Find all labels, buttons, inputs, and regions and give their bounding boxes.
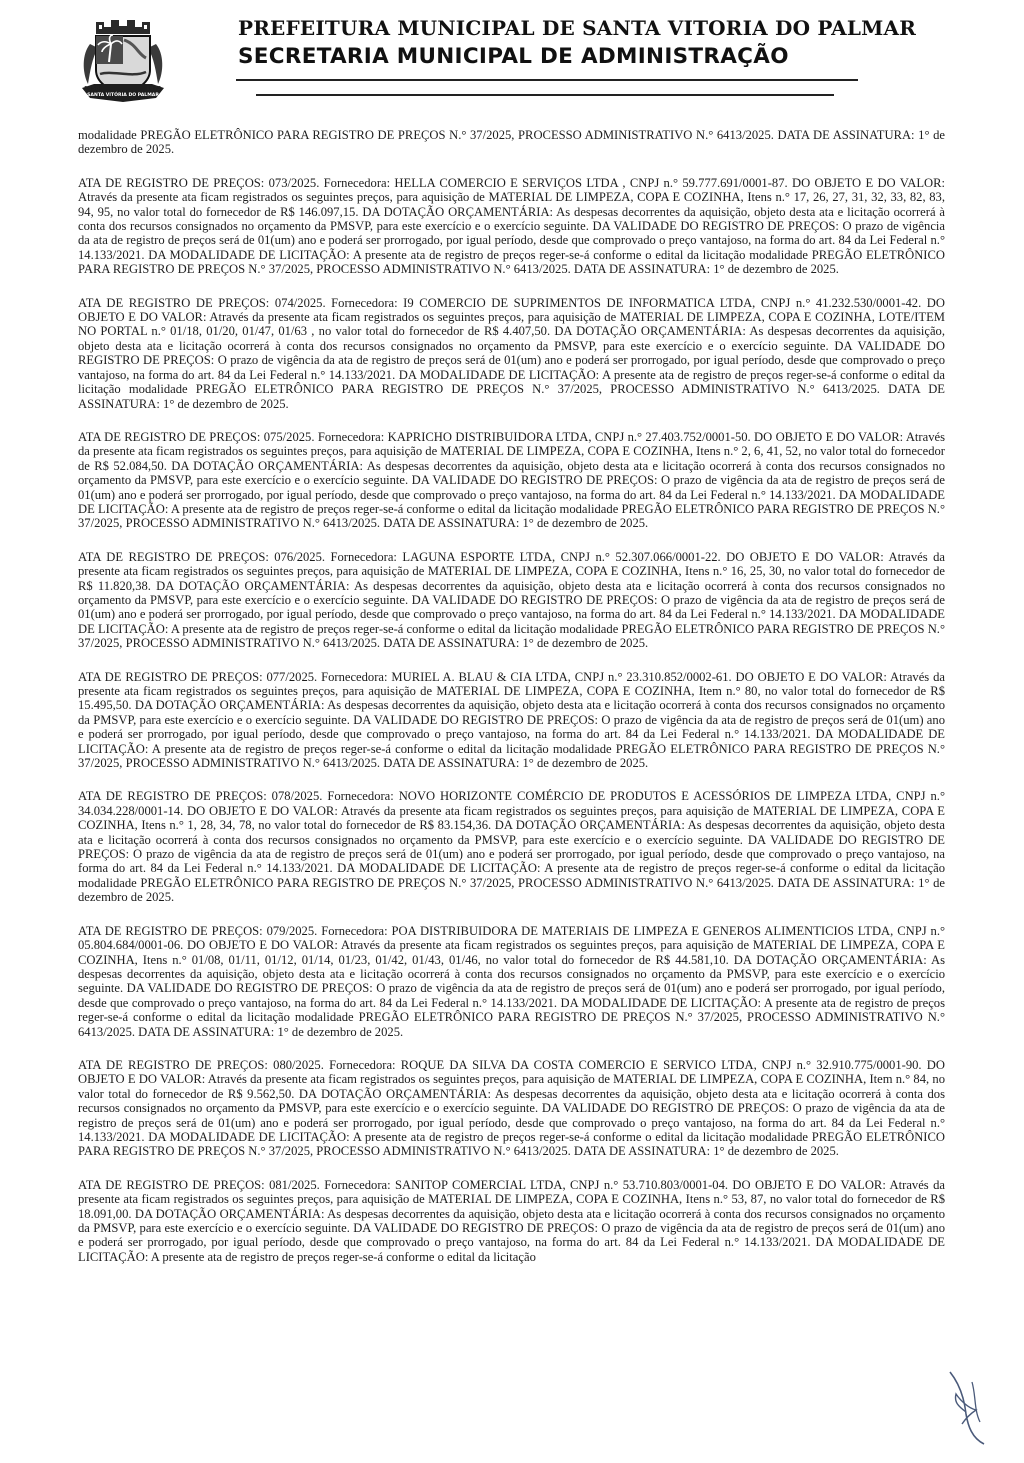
- crest-year-right: 1872: [146, 86, 162, 92]
- initials-signature-icon: [944, 1362, 990, 1448]
- header-rule-top: [236, 79, 858, 81]
- paragraph-ata-080: ATA DE REGISTRO DE PREÇOS: 080/2025. Fornecedora: ROQUE DA SILVA DA COSTA COMERCIO E SERVICO LTDA, CNPJ n.° 32.910.775/0001-90. DO OBJETO E DO VALOR: Através da presente ata ficam registrados os seguintes preços, para aquisição de MATERIAL DE LIMPEZA, COPA E COZINHA, Item n.° 84, no valor total do fornecedor de R$ 9.562,50. DA DOTAÇÃO ORÇAMENTÁRIA: As despesas decorrentes da aquisição, objeto desta ata e licitação ocorrerá à conta dos recursos consignados no orçamento da PMSVP, para este exercício e o exercício seguinte. DA VALIDADE DO REGISTRO DE PREÇOS: O prazo de vigência da ata de registro de preços será de 01(um) ano e poderá ser prorrogado, por igual período, desde que comprovado o preço vantajoso, na forma do art. 84 da Lei Federal n.° 14.133/2021. DA MODALIDADE DE LICITAÇÃO: A presente ata de registro de preços reger-se-á conforme o edital da licitação modalidade PREGÃO ELETRÔNICO PARA REGISTRO DE PREÇOS N.° 37/2025, PROCESSO ADMINISTRATIVO N.° 6413/2025. DATA DE ASSINATURA: 1° de dezembro de 2025.: [78, 1057, 945, 1159]
- paragraph-ata-077: ATA DE REGISTRO DE PREÇOS: 077/2025. Fornecedora: MURIEL A. BLAU & CIA LTDA, CNPJ n.° 23.310.852/0002-61. DO OBJETO E DO VALOR: Através da presente ata ficam registrados os seguintes preços, para aquisição de MATERIAL DE LIMPEZA, COPA E COZINHA, Item n.° 80, no valor total do fornecedor de R$ 15.495,50. DA DOTAÇÃO ORÇAMENTÁRIA: As despesas decorrentes da aquisição, objeto desta ata e licitação ocorrerá à conta dos recursos consignados no orçamento da PMSVP, para este exercício e o exercício seguinte. DA VALIDADE DO REGISTRO DE PREÇOS: O prazo de vigência da ata de registro de preços será de 01(um) ano e poderá ser prorrogado, por igual período, desde que comprovado o preço vantajoso, na forma do art. 84 da Lei Federal n.° 14.133/2021. DA MODALIDADE DE LICITAÇÃO: A presente ata de registro de preços reger-se-á conforme o edital da licitação modalidade PREGÃO ELETRÔNICO PARA REGISTRO DE PREÇOS N.° 37/2025, PROCESSO ADMINISTRATIVO N.° 6413/2025. DATA DE ASSINATURA: 1° de dezembro de 2025.: [78, 669, 945, 771]
- header-subtitle: SECRETARIA MUNICIPAL DE ADMINISTRAÇÃO: [238, 44, 789, 69]
- crest-ribbon-text: SANTA VITÓRIA DO PALMAR: [87, 93, 159, 98]
- paragraph-ata-073: ATA DE REGISTRO DE PREÇOS: 073/2025. Fornecedora: HELLA COMERCIO E SERVIÇOS LTDA , CNPJ n.° 59.777.691/0001-87. DO OBJETO E DO VALOR: Através da presente ata ficam registrados os seguintes preços, para aquisição de MATERIAL DE LIMPEZA, COPA E COZINHA, Itens n.° 17, 26, 27, 31, 32, 33, 82, 83, 94, 95, no valor total do fornecedor de R$ 146.097,15. DA DOTAÇÃO ORÇAMENTÁRIA: As despesas decorrentes da aquisição, objeto desta ata e licitação ocorrerá à conta dos recursos consignados no orçamento da PMSVP, para este exercício e o exercício seguinte. DA VALIDADE DO REGISTRO DE PREÇOS: O prazo de vigência da ata de registro de preços será de 01(um) ano e poderá ser prorrogado, por igual período, desde que comprovado o preço vantajoso, na forma do art. 84 da Lei Federal n.° 14.133/2021. DA MODALIDADE DE LICITAÇÃO: A presente ata de registro de preços reger-se-á conforme o edital da licitação modalidade PREGÃO ELETRÔNICO PARA REGISTRO DE PREÇOS N.° 37/2025, PROCESSO ADMINISTRATIVO N.° 6413/2025. DATA DE ASSINATURA: 1° de dezembro de 2025.: [78, 175, 945, 277]
- paragraph-ata-074: ATA DE REGISTRO DE PREÇOS: 074/2025. Fornecedora: I9 COMERCIO DE SUPRIMENTOS DE INFORMATICA LTDA, CNPJ n.° 41.232.530/0001-42. DO OBJETO E DO VALOR: Através da presente ata ficam registrados os seguintes preços, para aquisição de MATERIAL DE LIMPEZA, COPA E COZINHA, LOTE/ITEM NO PORTAL n.° 01/18, 01/20, 01/47, 01/63 , no valor total do fornecedor de R$ 4.407,50. DA DOTAÇÃO ORÇAMENTÁRIA: As despesas decorrentes da aquisição, objeto desta ata e licitação ocorrerá à conta dos recursos consignados no orçamento da PMSVP, para este exercício e o exercício seguinte. DA VALIDADE DO REGISTRO DE PREÇOS: O prazo de vigência da ata de registro de preços será de 01(um) ano e poderá ser prorrogado, por igual período, desde que comprovado o preço vantajoso, na forma do art. 84 da Lei Federal n.° 14.133/2021. DA MODALIDADE DE LICITAÇÃO: A presente ata de registro de preços reger-se-á conforme o edital da licitação modalidade PREGÃO ELETRÔNICO PARA REGISTRO DE PREÇOS N.° 37/2025, PROCESSO ADMINISTRATIVO N.° 6413/2025. DATA DE ASSINATURA: 1° de dezembro de 2025.: [78, 295, 945, 411]
- header-title: PREFEITURA MUNICIPAL DE SANTA VITORIA DO PALMAR: [238, 16, 917, 40]
- municipal-crest-icon: [80, 14, 166, 106]
- crest-year-left: 1858: [84, 86, 100, 92]
- document-body: [78, 128, 945, 1283]
- paragraph-ata-079: ATA DE REGISTRO DE PREÇOS: 079/2025. Fornecedora: POA DISTRIBUIDORA DE MATERIAIS DE LIMPEZA E GENEROS ALIMENTICIOS LTDA, CNPJ n.° 05.804.684/0001-06. DO OBJETO E DO VALOR: Através da presente ata ficam registrados os seguintes preços, para aquisição de MATERIAL DE LIMPEZA, COPA E COZINHA, Itens n.° 01/08, 01/11, 01/12, 01/14, 01/23, 01/42, 01/43, 01/46, no valor total do fornecedor de R$ 44.581,10. DA DOTAÇÃO ORÇAMENTÁRIA: As despesas decorrentes da aquisição, objeto desta ata e licitação ocorrerá à conta dos recursos consignados no orçamento da PMSVP, para este exercício e o exercício seguinte. DA VALIDADE DO REGISTRO DE PREÇOS: O prazo de vigência da ata de registro de preços será de 01(um) ano e poderá ser prorrogado, por igual período, desde que comprovado o preço vantajoso, na forma do art. 84 da Lei Federal n.° 14.133/2021. DA MODALIDADE DE LICITAÇÃO: A presente ata de registro de preços reger-se-á conforme o edital da licitação modalidade PREGÃO ELETRÔNICO PARA REGISTRO DE PREÇOS N.° 37/2025, PROCESSO ADMINISTRATIVO N.° 6413/2025. DATA DE ASSINATURA: 1° de dezembro de 2025.: [78, 923, 945, 1039]
- paragraph-ata-075: ATA DE REGISTRO DE PREÇOS: 075/2025. Fornecedora: KAPRICHO DISTRIBUIDORA LTDA, CNPJ n.° 27.403.752/0001-50. DO OBJETO E DO VALOR: Através da presente ata ficam registrados os seguintes preços, para aquisição de MATERIAL DE LIMPEZA, COPA E COZINHA, Itens n.° 2, 6, 41, 52, no valor total do fornecedor de R$ 52.084,50. DA DOTAÇÃO ORÇAMENTÁRIA: As despesas decorrentes da aquisição, objeto desta ata e licitação ocorrerá à conta dos recursos consignados no orçamento da PMSVP, para este exercício e o exercício seguinte. DA VALIDADE DO REGISTRO DE PREÇOS: O prazo de vigência da ata de registro de preços será de 01(um) ano e poderá ser prorrogado, por igual período, desde que comprovado o preço vantajoso, na forma do art. 84 da Lei Federal n.° 14.133/2021. DA MODALIDADE DE LICITAÇÃO: A presente ata de registro de preços reger-se-á conforme o edital da licitação modalidade PREGÃO ELETRÔNICO PARA REGISTRO DE PREÇOS N.° 37/2025, PROCESSO ADMINISTRATIVO N.° 6413/2025. DATA DE ASSINATURA: 1° de dezembro de 2025.: [78, 429, 945, 531]
- paragraph-continuation: modalidade PREGÃO ELETRÔNICO PARA REGISTRO DE PREÇOS N.° 37/2025, PROCESSO ADMINISTRATIVO N.° 6413/2025. DATA DE ASSINATURA: 1° de dezembro de 2025.: [78, 128, 945, 157]
- header-rule-bottom: [256, 94, 834, 96]
- paragraph-ata-081: ATA DE REGISTRO DE PREÇOS: 081/2025. Fornecedora: SANITOP COMERCIAL LTDA, CNPJ n.° 53.710.803/0001-04. DO OBJETO E DO VALOR: Através da presente ata ficam registrados os seguintes preços, para aquisição de MATERIAL DE LIMPEZA, COPA E COZINHA, Itens n.° 53, 87, no valor total do fornecedor de R$ 18.091,00. DA DOTAÇÃO ORÇAMENTÁRIA: As despesas decorrentes da aquisição, objeto desta ata e licitação ocorrerá à conta dos recursos consignados no orçamento da PMSVP, para este exercício e o exercício seguinte. DA VALIDADE DO REGISTRO DE PREÇOS: O prazo de vigência da ata de registro de preços será de 01(um) ano e poderá ser prorrogado, por igual período, desde que comprovado o preço vantajoso, na forma do art. 84 da Lei Federal n.° 14.133/2021. DA MODALIDADE DE LICITAÇÃO: A presente ata de registro de preços reger-se-á conforme o edital da licitação: [78, 1177, 945, 1264]
- paragraph-ata-078: ATA DE REGISTRO DE PREÇOS: 078/2025. Fornecedora: NOVO HORIZONTE COMÉRCIO DE PRODUTOS E ACESSÓRIOS DE LIMPEZA LTDA, CNPJ n.° 34.034.228/0001-14. DO OBJETO E DO VALOR: Através da presente ata ficam registrados os seguintes preços, para aquisição de MATERIAL DE LIMPEZA, COPA E COZINHA, Itens n.° 1, 28, 34, 78, no valor total do fornecedor de R$ 83.154,36. DA DOTAÇÃO ORÇAMENTÁRIA: As despesas decorrentes da aquisição, objeto desta ata e licitação ocorrerá à conta dos recursos consignados no orçamento da PMSVP, para este exercício e o exercício seguinte. DA VALIDADE DO REGISTRO DE PREÇOS: O prazo de vigência da ata de registro de preços será de 01(um) ano e poderá ser prorrogado, por igual período, desde que comprovado o preço vantajoso, na forma do art. 84 da Lei Federal n.° 14.133/2021. DA MODALIDADE DE LICITAÇÃO: A presente ata de registro de preços reger-se-á conforme o edital da licitação modalidade PREGÃO ELETRÔNICO PARA REGISTRO DE PREÇOS N.° 37/2025, PROCESSO ADMINISTRATIVO N.° 6413/2025. DATA DE ASSINATURA: 1° de dezembro de 2025.: [78, 789, 945, 905]
- paragraph-ata-076: ATA DE REGISTRO DE PREÇOS: 076/2025. Fornecedora: LAGUNA ESPORTE LTDA, CNPJ n.° 52.307.066/0001-22. DO OBJETO E DO VALOR: Através da presente ata ficam registrados os seguintes preços, para aquisição de MATERIAL DE LIMPEZA, COPA E COZINHA, Itens n.° 16, 25, 30, no valor total do fornecedor de R$ 11.820,38. DA DOTAÇÃO ORÇAMENTÁRIA: As despesas decorrentes da aquisição, objeto desta ata e licitação ocorrerá à conta dos recursos consignados no orçamento da PMSVP, para este exercício e o exercício seguinte. DA VALIDADE DO REGISTRO DE PREÇOS: O prazo de vigência da ata de registro de preços será de 01(um) ano e poderá ser prorrogado, por igual período, desde que comprovado o preço vantajoso, na forma do art. 84 da Lei Federal n.° 14.133/2021. DA MODALIDADE DE LICITAÇÃO: A presente ata de registro de preços reger-se-á conforme o edital da licitação modalidade PREGÃO ELETRÔNICO PARA REGISTRO DE PREÇOS N.° 37/2025, PROCESSO ADMINISTRATIVO N.° 6413/2025. DATA DE ASSINATURA: 1° de dezembro de 2025.: [78, 549, 945, 651]
